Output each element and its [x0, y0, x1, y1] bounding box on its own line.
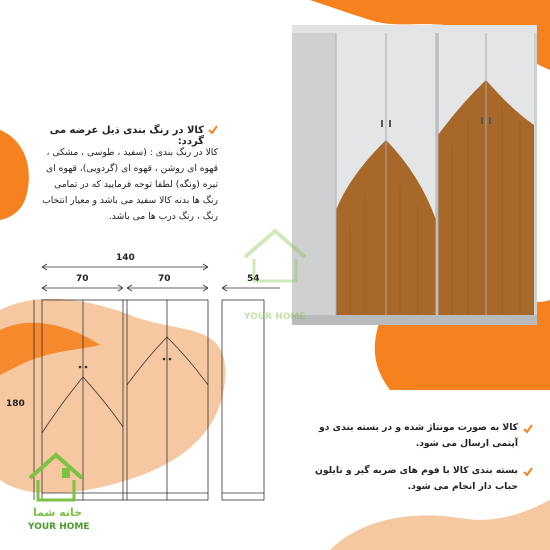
- dimension-depth: 54: [247, 274, 260, 284]
- logo-name: خانه شما: [33, 506, 83, 519]
- wardrobe-render: [290, 25, 540, 335]
- note-packaging: بسته بندی کالا با فوم های ضربه گیر و نایلون حباب دار انجام می شود.: [315, 465, 518, 492]
- dimension-right-width: 70: [158, 274, 171, 284]
- checkmark-icon: [208, 125, 218, 135]
- info-paragraph: کالا در رنگ بندی : (سفید ، طوسی ، مشکی ، قهوه ای روشن ، قهوه ای (گردویی)، قهوه ای تیره (ونگه) لطفا توجه فرمایید که در تمامی رنگ ها بدنه کالا سفید می باشد و معیار انتخاب رنگ ، رنگ درب ها می باشد.: [42, 147, 218, 222]
- watermark-house-icon: [240, 225, 310, 285]
- info-heading: کالا در رنگ بندی ذیل عرضه می گردد:: [49, 125, 204, 147]
- watermark-logo-subtitle: YOUR HOME: [244, 312, 306, 322]
- checkmark-icon: [523, 424, 533, 434]
- checkmark-icon: [523, 467, 533, 477]
- note-assembly: کالا به صورت مونتاژ شده و در بسته بندی دو آپتمی ارسال می شود.: [319, 422, 518, 449]
- logo-subtitle: YOUR HOME: [28, 522, 90, 532]
- house-logo-icon: [26, 450, 86, 505]
- dimension-height: 180: [6, 399, 25, 409]
- dimension-total-width: 140: [116, 253, 135, 263]
- dimension-left-width: 70: [76, 274, 89, 284]
- left-top-orange-blob: [0, 130, 40, 220]
